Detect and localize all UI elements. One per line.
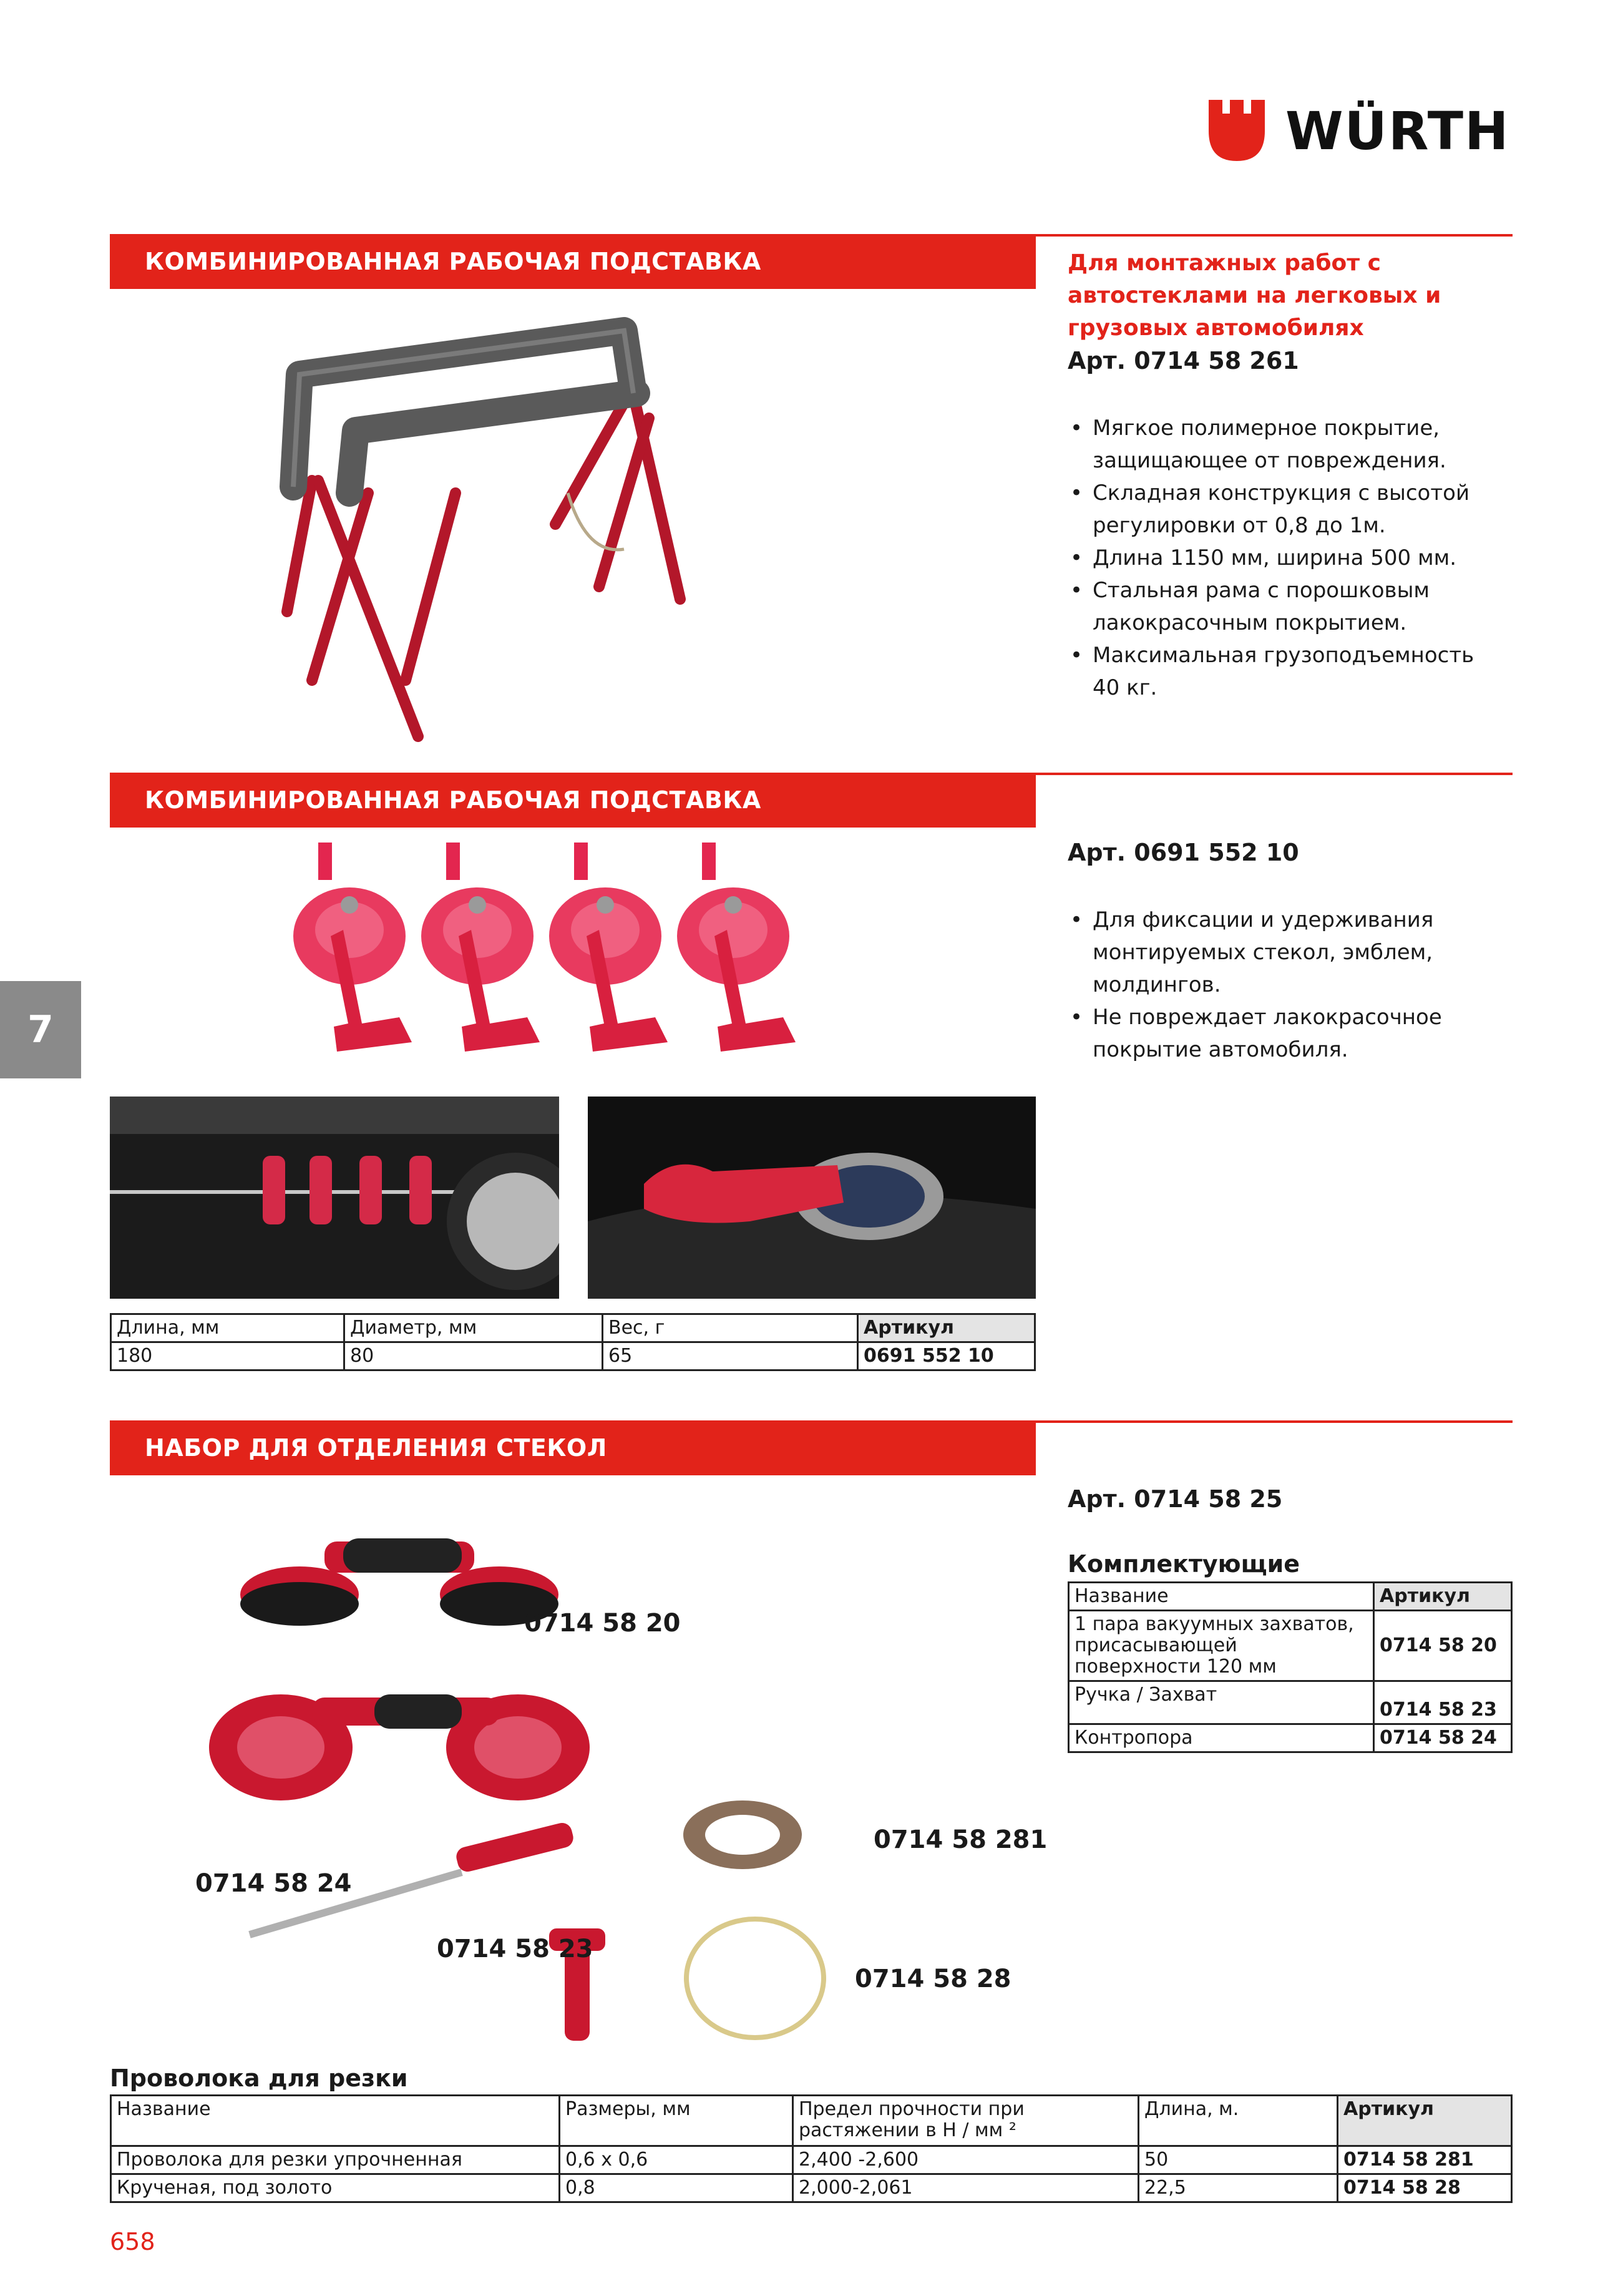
table-header-cell: Диаметр, мм (344, 1314, 603, 1342)
section1-subtitle: Для монтажных работ с автостеклами на легковых и грузовых автомобилях (1068, 250, 1441, 341)
table-cell: 2,000-2,061 (793, 2174, 1139, 2202)
bullet-item: • Стальная рама с порошковым лакокрасочным покрытием. (1068, 574, 1492, 639)
section3-header-bar (110, 1420, 1036, 1475)
bullet-item: • Максимальная грузоподъемность 40 кг. (1068, 639, 1492, 704)
table-cell: 80 (344, 1342, 603, 1370)
table-cell: 0,8 (560, 2174, 793, 2202)
table-header-cell: Артикул (1374, 1583, 1512, 1611)
section1-bullets (1068, 412, 1492, 704)
table-cell: Ручка / Захват (1069, 1681, 1374, 1724)
section2-title: КОМБИНИРОВАННАЯ РАБОЧАЯ ПОДСТАВКА (145, 786, 761, 814)
chapter-tab: 7 (0, 981, 81, 1078)
table-row (1069, 1724, 1512, 1752)
suction-holders-image (275, 836, 874, 1086)
part-label-wire-coil: 0714 58 281 (874, 1825, 1048, 1854)
table-header-cell: Длина, м. (1139, 2096, 1338, 2146)
table-cell: 180 (111, 1342, 344, 1370)
section3-rule (1036, 1420, 1513, 1423)
section3-title: НАБОР ДЛЯ ОТДЕЛЕНИЯ СТЕКОЛ (145, 1434, 607, 1462)
part-label-wire-gold: 0714 58 28 (855, 1965, 1011, 1993)
work-stand-image (275, 306, 774, 755)
emblem-photo (588, 1097, 1036, 1299)
section2-bullets (1068, 904, 1492, 1066)
table-cell: 0714 58 281 (1338, 2146, 1512, 2174)
section2-header-bar (110, 773, 1036, 828)
section1-rule (1036, 234, 1513, 237)
table-header-cell: Название (1069, 1583, 1374, 1611)
bullet-item: • Длина 1150 мм, ширина 500 мм. (1068, 542, 1492, 574)
table-header-row (111, 1314, 1035, 1342)
section2-spec-table (110, 1313, 1036, 1371)
car-door-photo (110, 1097, 559, 1299)
section1-header-bar (110, 234, 1036, 289)
components-title: Комплектующие (1068, 1550, 1300, 1578)
table-header-cell: Вес, г (603, 1314, 858, 1342)
table-header-cell: Артикул (858, 1314, 1035, 1342)
table-cell: Крученая, под золото (111, 2174, 560, 2202)
table-cell: 0,6 x 0,6 (560, 2146, 793, 2174)
table-cell: 22,5 (1139, 2174, 1338, 2202)
table-row (111, 2146, 1512, 2174)
section1-article: Арт. 0714 58 261 (1068, 347, 1299, 374)
section2-article: Арт. 0691 552 10 (1068, 839, 1299, 866)
table-cell: 0714 58 28 (1338, 2174, 1512, 2202)
bullet-item: • Для фиксации и удерживания монтируемых стекол, эмблем, молдингов. (1068, 904, 1492, 1001)
section2-rule (1036, 773, 1513, 775)
wurth-logo-mark (1209, 100, 1265, 161)
wire-table (110, 2094, 1513, 2203)
table-cell: Проволока для резки упрочненная (111, 2146, 560, 2174)
table-header-cell: Артикул (1338, 2096, 1512, 2146)
table-cell: 0714 58 23 (1374, 1681, 1512, 1724)
wire-table-title: Проволока для резки (110, 2064, 408, 2092)
table-row (1069, 1611, 1512, 1681)
section1-title: КОМБИНИРОВАННАЯ РАБОЧАЯ ПОДСТАВКА (145, 248, 761, 275)
table-cell: 50 (1139, 2146, 1338, 2174)
table-cell: Контропора (1069, 1724, 1374, 1752)
table-row (111, 2174, 1512, 2202)
page-number: 658 (110, 2228, 155, 2255)
bullet-item: • Складная конструкция с высотой регулировки от 0,8 до 1м. (1068, 477, 1492, 542)
table-cell: 0714 58 20 (1374, 1611, 1512, 1681)
part-label-handle: 0714 58 23 (437, 1935, 593, 1963)
part-label-suction-pair: 0714 58 20 (524, 1609, 681, 1638)
table-cell: 65 (603, 1342, 858, 1370)
table-cell: 0714 58 24 (1374, 1724, 1512, 1752)
section3-article: Арт. 0714 58 25 (1068, 1485, 1283, 1513)
table-header-row (111, 2096, 1512, 2146)
table-header-cell: Размеры, мм (560, 2096, 793, 2146)
bullet-item: • Мягкое полимерное покрытие, защищающее от повреждения. (1068, 412, 1492, 477)
table-cell: 2,400 -2,600 (793, 2146, 1139, 2174)
table-row (111, 1342, 1035, 1370)
table-header-row (1069, 1583, 1512, 1611)
table-cell: 0691 552 10 (858, 1342, 1035, 1370)
bullet-item: • Не повреждает лакокрасочное покрытие автомобиля. (1068, 1001, 1492, 1066)
table-row (1069, 1681, 1512, 1724)
table-header-cell: Длина, мм (111, 1314, 344, 1342)
table-header-cell: Название (111, 2096, 560, 2146)
table-header-cell: Предел прочности при растяжении в Н / мм ² (793, 2096, 1139, 2146)
components-table (1068, 1581, 1513, 1753)
part-label-knife: 0714 58 24 (195, 1869, 352, 1898)
table-cell: 1 пара вакуумных захватов, присасывающей поверхности 120 мм (1069, 1611, 1374, 1681)
wurth-logo-text: WÜRTH (1285, 100, 1510, 162)
